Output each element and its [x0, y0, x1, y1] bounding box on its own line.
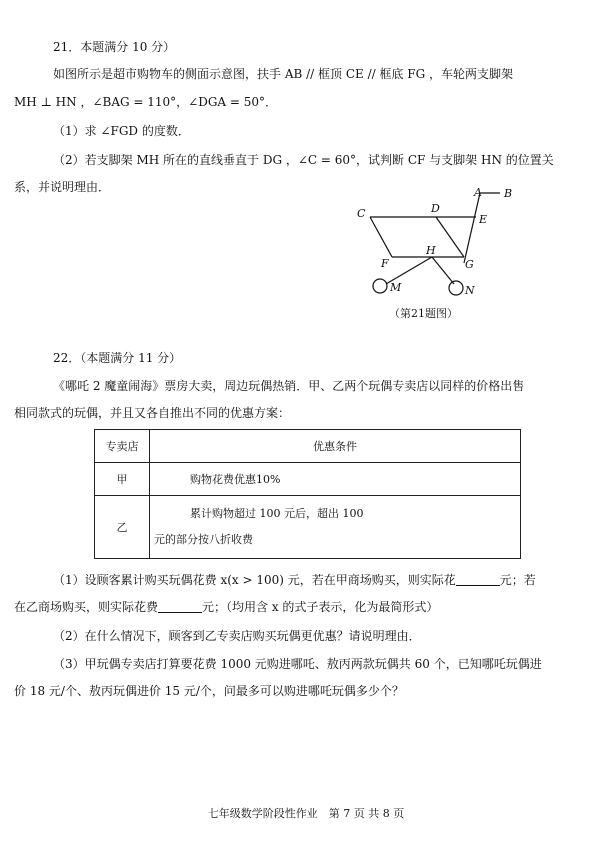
q21-part1: （1）求 ∠FGD 的度数． — [53, 124, 190, 138]
answer-blank-jia[interactable] — [456, 573, 500, 586]
store-cell: 乙 — [95, 496, 150, 559]
table-header-row — [95, 430, 521, 463]
label-h: H — [426, 244, 436, 257]
q22-part3-line2: 价 18 元/个、敖丙玩偶进价 15 元/个，问最多可以购进哪吒玩偶多少个？ — [14, 684, 404, 698]
store-cell: 甲 — [95, 463, 150, 496]
segment-hn — [432, 257, 454, 284]
q21-heading: 21．本题满分 10 分） — [53, 40, 176, 54]
q22-part3-line1: （3）甲玩偶专卖店打算要花费 1000 元购进哪吒、敖丙两款玩偶共 60 个，已知哪吒玩偶进 — [53, 657, 542, 671]
table-header-store: 专卖店 — [95, 430, 150, 463]
q22-heading: 22．（本题满分 11 分） — [53, 351, 182, 365]
q21-part2-line2: 系，并说明理由． — [14, 180, 111, 194]
shopping-cart-figure — [352, 180, 522, 325]
condition-text-line2: 元的部分按八折收费 — [154, 533, 253, 546]
wheel-m — [373, 279, 387, 293]
label-a: A — [474, 186, 482, 199]
discount-table — [94, 429, 521, 559]
label-f: F — [381, 257, 389, 270]
label-m: M — [390, 281, 402, 294]
condition-cell — [150, 463, 521, 496]
segment-hm — [386, 257, 432, 284]
table-row — [95, 496, 521, 559]
q22-intro-line2: 相同款式的玩偶，并且又各自推出不同的优惠方案： — [14, 406, 291, 420]
segment-ag — [464, 193, 480, 263]
figure-caption: （第21题图） — [389, 307, 458, 320]
q22-part1-text-c: 在乙商场购买，则实际花费 — [14, 600, 159, 614]
condition-text: 购物花费优惠10% — [190, 473, 281, 486]
table-row — [95, 463, 521, 496]
segment-dg — [436, 217, 464, 257]
q22-part1-line1 — [53, 571, 536, 589]
answer-blank-yi[interactable] — [158, 600, 202, 613]
q22-part1-text-d: 元；（均用含 x 的式子表示，化为最简形式） — [202, 600, 439, 614]
table-header-condition: 优惠条件 — [150, 430, 521, 463]
q22-part1-line2 — [14, 598, 438, 615]
page-footer: 七年级数学阶段性作业 第 7 页 共 8 页 — [207, 807, 405, 820]
label-d: D — [431, 202, 440, 215]
label-b: B — [504, 187, 513, 200]
q22-part2: （2）在什么情况下，顾客到乙专卖店购买玩偶更优惠？请说明理由． — [53, 629, 421, 643]
label-c: C — [357, 207, 366, 220]
q21-part2-line1: （2）若支脚架 MH 所在的直线垂直于 DG ，∠C = 60°，试判断 CF 与支脚架 HN 的位置关 — [53, 153, 554, 167]
q22-part1-text-a: （1）设顾客累计购买玩偶花费 x(x > 100) 元，若在甲商场购买，则实际花 — [53, 573, 456, 587]
segment-cf — [370, 217, 392, 257]
q21-intro-line1: 如图所示是超市购物车的侧面示意图，扶手 AB // 框顶 CE // 框底 FG ，车轮两支脚架 — [53, 67, 514, 81]
wheel-n — [449, 281, 463, 295]
condition-text-line1: 累计购物超过 100 元后，超出 100 — [190, 507, 364, 520]
q22-part1-text-b: 元；若 — [499, 573, 536, 587]
label-g: G — [465, 258, 474, 271]
label-e: E — [479, 213, 488, 226]
label-n: N — [465, 284, 475, 297]
q21-intro-line2: MH ⊥ HN ，∠BAG = 110°，∠DGA = 50°． — [14, 95, 278, 109]
condition-cell — [150, 496, 521, 559]
q22-intro-line1: 《哪吒 2 魔童闹海》票房大卖，周边玩偶热销．甲、乙两个玩偶专卖店以同样的价格出售 — [53, 379, 525, 393]
